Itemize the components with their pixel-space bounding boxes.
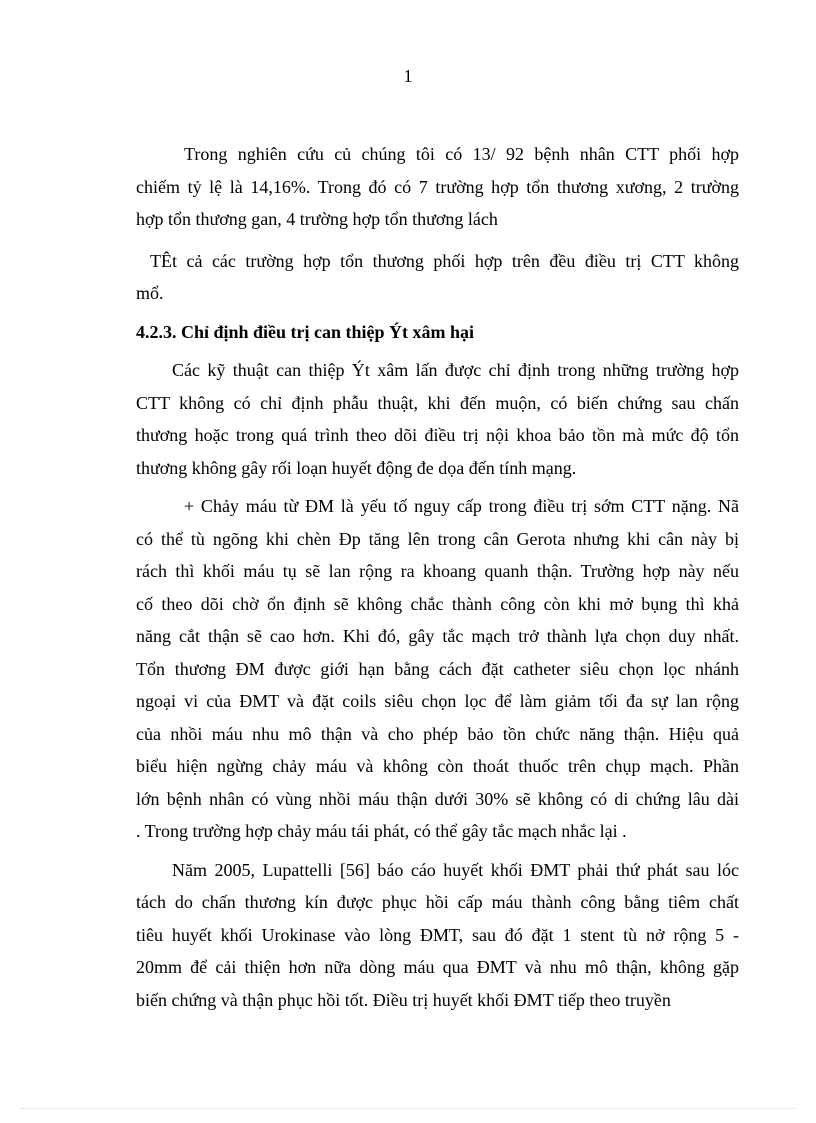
paragraph-arterial-bleeding (136, 490, 739, 848)
text-line: biến chứng và thận phục hồi tốt. Điều trị huyết khối ĐMT tiếp theo truyền (136, 989, 671, 1010)
section-heading (136, 316, 739, 349)
text-line: rách thì khối máu tụ sẽ lan rộng ra khoang quanh thận. Trường hợp này nếu (136, 561, 739, 581)
text-line: thương không gây rối loạn huyết động đe dọa đến tính mạng. (136, 457, 577, 478)
text-line: . Trong trường hợp chảy máu tái phát, có thể gây tắc mạch nhắc lại . (136, 821, 627, 841)
text-line: tiêu huyết khối Urokinase vào lòng ĐMT, sau đó đặt 1 stent tù nở rộng 5 - (136, 924, 739, 945)
text-line: của nhồi máu nhu mô thận và cho phép bảo tồn chức năng thận. Hiệu quả (136, 723, 739, 744)
paragraph-lupattelli (136, 854, 739, 1017)
text-line: Tổn thương ĐM được giới hạn bằng cách đặt catheter siêu chọn lọc nhánh (136, 658, 739, 679)
text-line: năng cắt thận sẽ cao hơn. Khi đó, gây tắc mạch trở thành lựa chọn duy nhất. (136, 626, 739, 646)
text-line: TÊt cả các trường hợp tổn thương phối hợp trên đều điều trị CTT không (150, 250, 739, 271)
text-line: ngoại vi của ĐMT và đặt coils siêu chọn lọc để làm giảm tối đa sự lan rộng (136, 691, 739, 711)
text-line: cố theo dõi chờ ổn định sẽ không chắc thành công còn khi mở bụng thì khả (136, 593, 739, 614)
text-line: thương hoặc trong quá trình theo dõi điều trị nội khoa bảo tồn mà mức độ tổn (136, 425, 739, 445)
text-line: CTT không có chỉ định phẫu thuật, khi đến muộn, có biến chứng sau chấn (136, 392, 739, 413)
text-line: mổ. (136, 283, 164, 303)
text-line: Trong nghiên cứu củ chúng tôi có 13/ 92 bệnh nhân CTT phối hợp (184, 144, 739, 164)
text-line: có thể tù ngõng khi chèn Ðp tăng lên trong cân Gerota nhưng khi cân này bị (136, 528, 739, 549)
text-line: hợp tổn thương gan, 4 trường hợp tổn thương lách (136, 209, 498, 229)
paragraph-nonoperative (136, 245, 739, 310)
page-number: 1 (403, 66, 413, 86)
text-line: + Chảy máu từ ĐM là yếu tố nguy cấp trong điều trị sớm CTT nặng. Nã (184, 496, 739, 516)
text-line: Các kỹ thuật can thiệp Ýt xâm lấn được chỉ định trong những trường hợp (172, 360, 739, 380)
text-line: tách do chấn thương kín được phục hồi cấp máu thành công bằng tiêm chất (136, 892, 739, 912)
document-body (136, 138, 739, 1016)
paragraph-combined-injuries (136, 138, 739, 236)
text-line: 20mm để cải thiện hơn nữa dòng máu qua ĐMT và nhu mô thận, không gặp (136, 957, 739, 977)
paragraph-minimally-invasive (136, 354, 739, 484)
text-line: lớn bệnh nhân có vùng nhồi máu thận dưới 30% sẽ không có di chứng lâu dài (136, 788, 739, 809)
text-line: Năm 2005, Lupattelli [56] báo cáo huyết khối ĐMT phải thứ phát sau lóc (172, 859, 739, 880)
text-line: biểu hiện ngừng chảy máu và không còn thoát thuốc trên chụp mạch. Phần (136, 756, 739, 776)
text-line: chiếm tỷ lệ là 14,16%. Trong đó có 7 trường hợp tổn thương xương, 2 trường (136, 176, 739, 197)
page-bottom-divider (20, 1108, 796, 1109)
section-heading-text: 4.2.3. Chỉ định điều trị can thiệp Ýt xâm hại (136, 321, 475, 342)
